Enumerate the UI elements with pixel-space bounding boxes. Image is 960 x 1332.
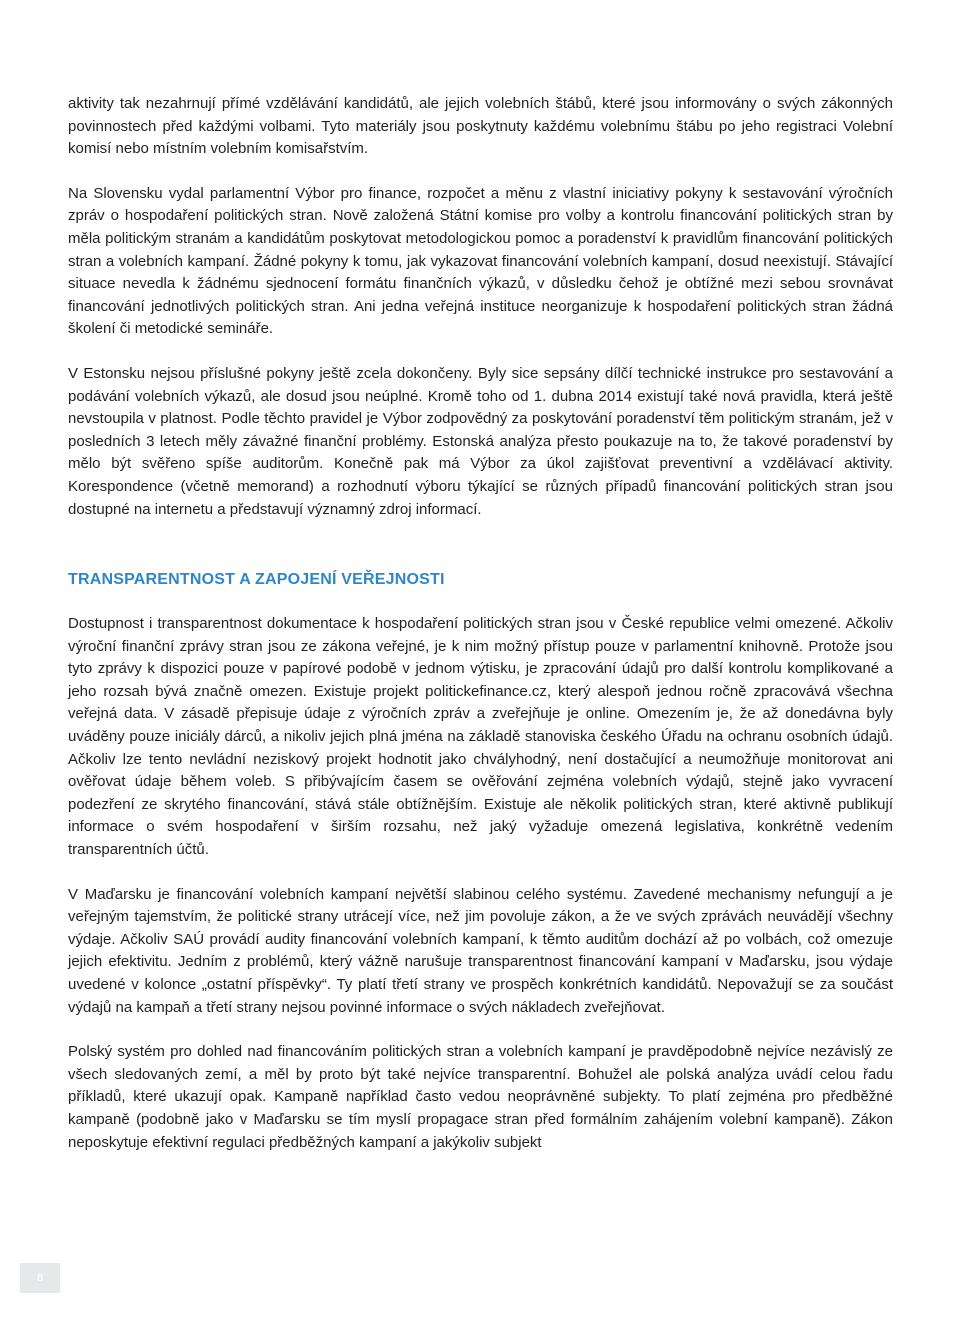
document-body <box>68 93 893 1154</box>
paragraph-estonia: V Estonsku nejsou příslušné pokyny ještě zcela dokončeny. Byly sice sepsány dílčí technické instrukce pro sestavování a podávání volebních výkazů, ale dosud jsou neúplné. Kromě toho od 1. dubna 2014 existují také nová pravidla, která ještě nevstoupila v platnost. Podle těchto pravidel je Výbor zodpovědný za poskytování poradenství těm politickým stranám, jež v posledních 3 letech měly závažné finanční problémy. Estonská analýza přesto poukazuje na to, že takové poradenství by mělo být svěřeno spíše auditorům. Konečně pak má Výbor za úkol zajišťovat preventivní a vzdělávací aktivity. Korespondence (včetně memorand) a rozhodnutí výboru týkající se různých případů financování politických stran jsou dostupné na internetu a představují významný zdroj informací. <box>68 364 893 518</box>
section-heading: TRANSPARENTNOST A ZAPOJENÍ VEŘEJNOSTI <box>68 571 445 589</box>
paragraph-poland: Polský systém pro dohled nad financováním politických stran a volebních kampaní je pravděpodobně nejvíce nezávislý ze všech sledovaných zemí, a měl by proto být také nejvíce transparentní. Bohužel ale polská analýza uvádí celou řadu příkladů, které ukazují opak. Kampaně například často vedou neoprávněné subjekty. To platí zejména pro předběžné kampaně (podobně jako v Maďarsku se tím myslí propagace stran před formálním zahájením volební kampaně). Zákon neposkytuje efektivní regulaci předběžných kampaní a jakýkoliv subjekt <box>68 1043 893 1151</box>
paragraph-hungary: V Maďarsku je financování volebních kampaní největší slabinou celého systému. Zavedené mechanismy nefungují a je veřejným tajemstvím, že politické strany utrácejí více, než jim povoluje zákon, a že ve svých zprávách neuvádějí všechny výdaje. Ačkoliv SAÚ provádí audity financování volebních kampaní, k těmto auditům dochází až po volbách, což omezuje jejich efektivitu. Jedním z problémů, který vážně narušuje transparentnost financování kampaní v Maďarsku, jsou výdaje uvedené v kolonce „ostatní příspěvky“. Ty platí třetí strany ve prospěch konkrétních kandidátů. Nepovažují se za součást výdajů na kampaň a třetí strany nejsou povinné informace o svých nákladech zveřejňovat. <box>68 885 893 1016</box>
paragraph-campaign-staff: aktivity tak nezahrnují přímé vzdělávání kandidátů, ale jejich volebních štábů, které jsou informovány o svých zákonných povinnostech před každými volbami. Tyto materiály jsou poskytnuty každému volebnímu štábu po jeho registraci Volební komisí nebo místním volebním komisařstvím. <box>68 95 893 158</box>
paragraph-slovakia: Na Slovensku vydal parlamentní Výbor pro finance, rozpočet a měnu z vlastní iniciativy pokyny k sestavování výročních zpráv o hospodaření politických stran. Nově založená Státní komise pro volby a kontrolu financování politických stran by měla politickým stranám a kandidátům poskytovat metodologickou pomoc a poradenství k pravidlům financování politických stran a volebních kampaní. Žádné pokyny k tomu, jak vykazovat financování volebních kampaní, dosud neexistují. Stávající situace nevedla k žádnému sjednocení formátu finančních výkazů, v důsledku čehož je obtížné mezi sebou srovnávat financování jednotlivých politických stran. Ani jedna veřejná instituce neorganizuje k hospodaření politických stran žádná školení či metodické semináře. <box>68 184 893 338</box>
paragraph-czech-republic: Dostupnost i transparentnost dokumentace k hospodaření politických stran jsou v České republice velmi omezené. Ačkoliv výroční finanční zprávy stran jsou ze zákona veřejné, je k nim možný přístup pouze v parlamentní knihovně. Protože jsou tyto zprávy k dispozici pouze v papírové podobě v jednom výtisku, je zpracování údajů pro další kontrolu komplikované a jeho rozsah bývá značně omezen. Existuje projekt politickefinance.cz, který alespoň jednou ročně zpracovává všechna veřejná data. V zásadě přepisuje údaje z výročních zpráv a zveřejňuje je online. Omezením je, že až donedávna byly uváděny pouze iniciály dárců, a nikoliv jejich plná jména na základě stanoviska českého Úřadu na ochranu osobních údajů. Ačkoliv lze tento nevládní neziskový projekt hodnotit jako chvályhodný, není dostačující a neumožňuje monitorovat ani ověřovat údaje během voleb. S přibývajícím časem se ověřování zejména volebních výdajů, stejně jako vyvracení podezření ze skrytého financování, stává stále obtížnějším. Existuje ale několik politických stran, které aktivně publikují informace o svém hospodaření v širším rozsahu, než jaký vyžaduje omezená legislativa, konkrétně vedením transparentních účtů. <box>68 615 893 859</box>
page-number: 8 <box>20 1263 60 1293</box>
